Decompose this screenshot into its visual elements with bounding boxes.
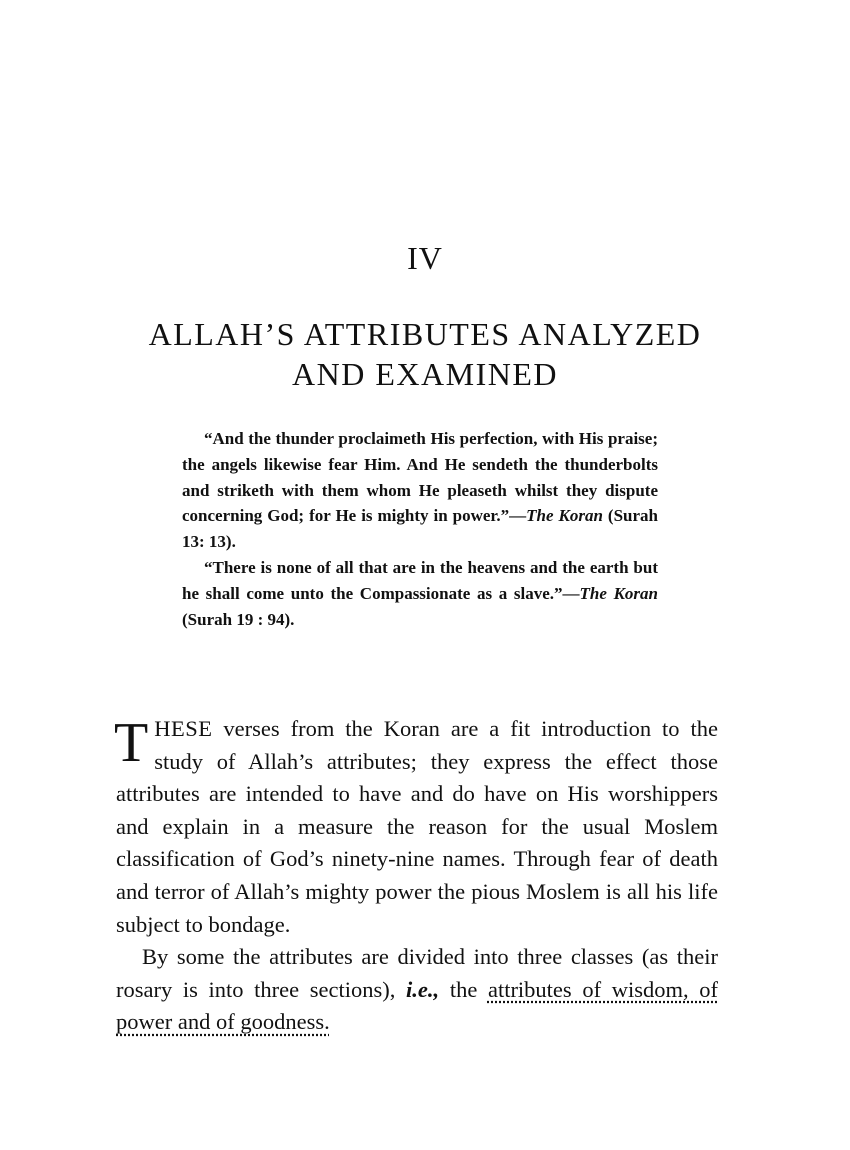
quote-1-source-title: The Koran bbox=[526, 506, 603, 526]
quote-2-text: “There is none of all that are in the heavens and the earth but he shall come unto the Compassionate as a slave.”— bbox=[182, 557, 658, 603]
quote-1-text: “And the thunder proclaimeth His perfection, with His praise; the angels likewise fear Him. And He sendeth the thunderbolts and striketh with them whom He pleaseth whilst they dispute concerning God; for He is mighty in power.”— bbox=[182, 429, 658, 526]
epigraph-quote-1 bbox=[182, 426, 658, 555]
quote-1-source-ref: (Surah 13: 13). bbox=[182, 506, 659, 552]
opening-smallcaps: HESE bbox=[154, 716, 213, 741]
quote-2-source-ref: (Surah 19 : 94). bbox=[182, 609, 295, 629]
paragraph-2-the: the bbox=[439, 976, 488, 1002]
paragraph-1-text: verses from the Koran are a fit introduction to the study of Allah’s attributes; they express the effect those attributes are intended to have and do have on His worshippers and explain in a measure the reason for the usual Moslem classification of God’s ninety-nine names. Through fear of death and terror of Allah’s mighty power the pious Moslem is all his life subject to bondage. bbox=[116, 716, 718, 937]
epigraph-quote-2 bbox=[182, 555, 658, 632]
quote-2-source-title: The Koran bbox=[579, 583, 659, 603]
paragraph-2-ie: i.e., bbox=[406, 976, 440, 1002]
paragraph-2-text: By some the attributes are divided into three classes (as their rosary is into three sections), bbox=[116, 944, 718, 1002]
chapter-title bbox=[0, 314, 850, 394]
drop-cap: T bbox=[114, 712, 149, 774]
body-paragraph-1 bbox=[116, 713, 718, 941]
paragraph-2-underlined-tail: attributes of wisdom, of power and of goodness. bbox=[116, 976, 718, 1035]
chapter-title-line-1: ALLAH’S ATTRIBUTES ANALYZED bbox=[148, 316, 702, 352]
chapter-number: IV bbox=[407, 240, 443, 276]
body-text bbox=[116, 713, 718, 1039]
body-paragraph-2 bbox=[116, 941, 718, 1039]
chapter-title-line-2: AND EXAMINED bbox=[292, 356, 558, 392]
epigraph bbox=[182, 426, 658, 632]
